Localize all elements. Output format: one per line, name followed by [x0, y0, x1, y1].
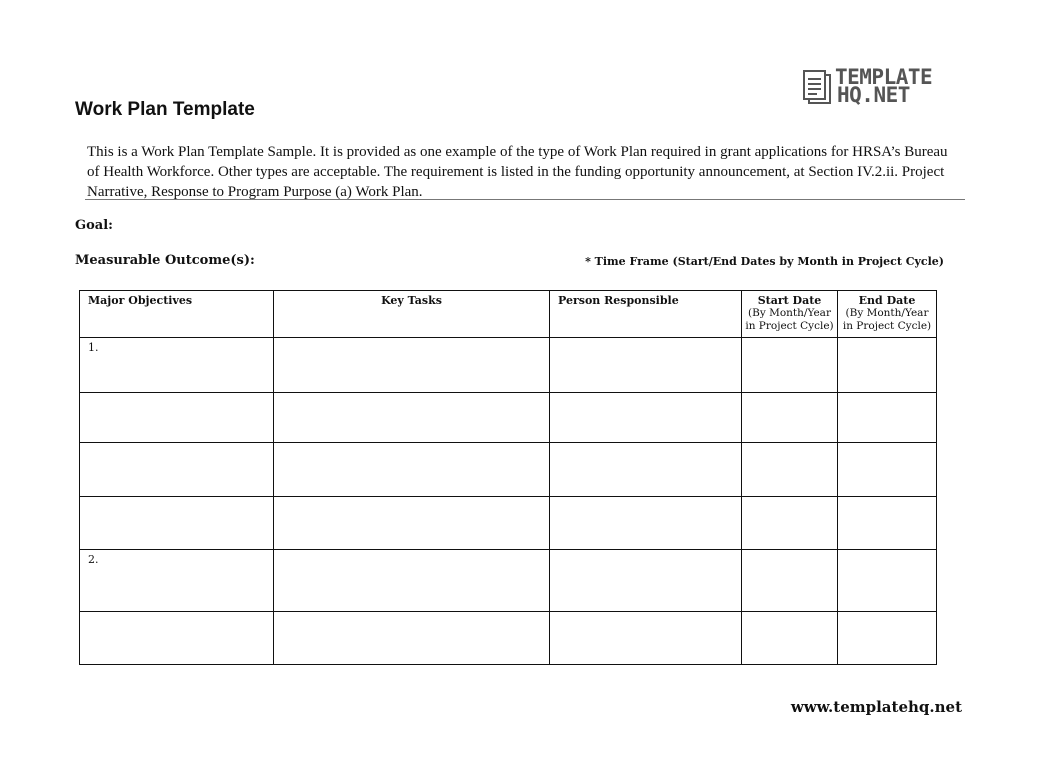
objective-number: 1.: [88, 341, 99, 354]
person-cell[interactable]: [550, 393, 742, 443]
start-date-sublabel: (By Month/Year in Project Cycle): [745, 307, 834, 332]
start-date-cell[interactable]: [742, 497, 838, 550]
outcome-label: Measurable Outcome(s):: [75, 253, 255, 268]
goal-label: Goal:: [75, 218, 113, 233]
objective-number: 2.: [88, 553, 99, 566]
header-key-tasks: Key Tasks: [274, 291, 550, 338]
key-task-cell[interactable]: [274, 612, 550, 665]
person-cell[interactable]: [550, 550, 742, 612]
logo-text: [835, 65, 933, 107]
header-major-objectives: Major Objectives: [80, 291, 274, 338]
table-header-row: [80, 291, 937, 338]
objective-cell[interactable]: [80, 550, 274, 612]
logo-line2-hq: HQ: [837, 83, 862, 107]
end-date-cell[interactable]: [838, 497, 937, 550]
start-date-cell[interactable]: [742, 550, 838, 612]
header-start-date: [742, 291, 838, 338]
person-cell[interactable]: [550, 443, 742, 497]
key-task-cell[interactable]: [274, 550, 550, 612]
table-row: [80, 497, 937, 550]
end-date-cell[interactable]: [838, 612, 937, 665]
objective-cell[interactable]: [80, 338, 274, 393]
key-task-cell[interactable]: [274, 497, 550, 550]
key-task-cell[interactable]: [274, 338, 550, 393]
document-stack-icon: [802, 69, 832, 105]
person-cell[interactable]: [550, 612, 742, 665]
objective-cell[interactable]: [80, 443, 274, 497]
footer-url-link[interactable]: www.templatehq.net: [790, 698, 962, 716]
timeframe-note: * Time Frame (Start/End Dates by Month in Project Cycle): [585, 255, 944, 268]
table-row: [80, 338, 937, 393]
start-date-cell[interactable]: [742, 443, 838, 497]
end-date-sublabel: (By Month/Year in Project Cycle): [842, 307, 932, 332]
intro-paragraph: This is a Work Plan Template Sample. It is provided as one example of the type of Work Plan required in grant applications for HRSA’s Bureau of Health Workforce. Other types are acceptable. The requirement is listed in the funding opportunity announcement, at Section IV.2.ii. Project Narrative, Response to Program Purpose (a) Work Plan.: [87, 144, 948, 200]
work-plan-table: [79, 290, 937, 665]
table-row: [80, 443, 937, 497]
end-date-label: End Date: [858, 294, 916, 307]
table-row: [80, 393, 937, 443]
start-date-label: Start Date: [757, 294, 822, 307]
end-date-cell[interactable]: [838, 393, 937, 443]
objective-cell[interactable]: [80, 497, 274, 550]
table-row: [80, 550, 937, 612]
start-date-cell[interactable]: [742, 612, 838, 665]
header-end-date: [838, 291, 937, 338]
key-task-cell[interactable]: [274, 443, 550, 497]
objective-cell[interactable]: [80, 612, 274, 665]
header-person-responsible: Person Responsible: [550, 291, 742, 338]
table-row: [80, 612, 937, 665]
start-date-cell[interactable]: [742, 393, 838, 443]
page-title: Work Plan Template: [75, 99, 255, 120]
key-task-cell[interactable]: [274, 393, 550, 443]
start-date-cell[interactable]: [742, 338, 838, 393]
intro-divider: [85, 199, 965, 200]
end-date-cell[interactable]: [838, 338, 937, 393]
person-cell[interactable]: [550, 497, 742, 550]
templatehq-logo: [802, 65, 933, 107]
logo-line1: TEMPLATE: [835, 65, 933, 89]
person-cell[interactable]: [550, 338, 742, 393]
end-date-cell[interactable]: [838, 443, 937, 497]
logo-line2-net: .NET: [861, 83, 910, 107]
objective-cell[interactable]: [80, 393, 274, 443]
end-date-cell[interactable]: [838, 550, 937, 612]
